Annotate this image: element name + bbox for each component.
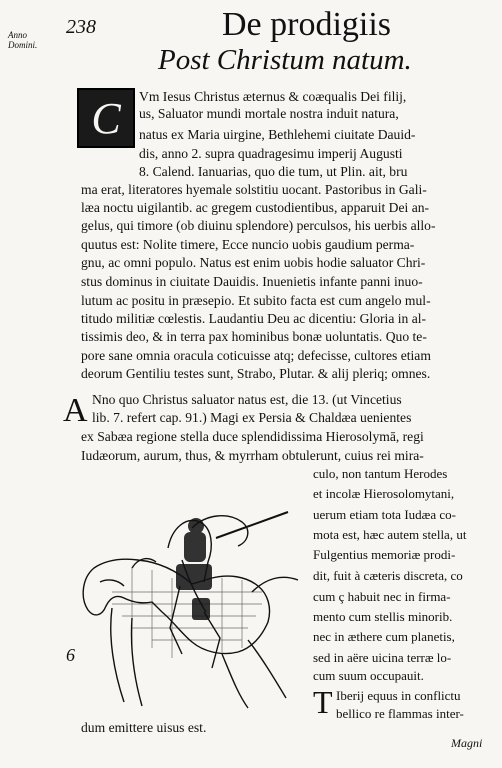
text-line: læa noctu uigilantib. ac gregem custodientibus, apparuit Dei an-: [81, 200, 430, 215]
text-line: tissimis deo, & in terra pax hominibus bonæ uoluntatis. Quo te-: [81, 329, 427, 344]
text-line: Fulgentius memoriæ prodi-: [313, 547, 456, 562]
text-line: natus ex Maria uirgine, Bethlehemi ciuitate Dauid-: [139, 127, 416, 142]
paragraph-initial-a: A: [63, 392, 88, 429]
text-line: dit, fuit à cæteris discreta, co: [313, 568, 463, 583]
text-line: sed in aëre uicina terræ lo-: [313, 650, 452, 665]
text-line: cum suum occupauit.: [313, 668, 424, 683]
text-line: culo, non tantum Herodes: [313, 466, 448, 481]
page-number: 238: [66, 16, 96, 38]
text-line: Iudæorum, aurum, thus, & myrrham obtulerunt, cuius rei mira-: [81, 448, 424, 463]
text-line: mota est, hæc autem stella, ut: [313, 527, 467, 542]
page-title-line-1: De prodigiis: [222, 6, 392, 43]
text-line: lib. 7. refert cap. 91.) Magi ex Persia & Chaldæa uenientes: [92, 410, 412, 425]
text-line: Vm Iesus Christus æternus & coæqualis Dei filij,: [139, 89, 407, 104]
text-line: cum ç habuit nec in firma-: [313, 589, 451, 604]
text-line: ex Sabæa regione stella duce splendidissima Hierosolymā, regi: [81, 429, 424, 444]
text-line: quutus est: Nolite timere, Ecce nuncio uobis gaudium perma-: [81, 237, 415, 252]
text-line: deorum Gentiliu testes sunt, Strabo, Plutar. & alij pleriq; omnes.: [81, 366, 431, 381]
text-line: ma erat, literatores hyemale solstitiu uocant. Pastoribus in Gali-: [81, 182, 427, 197]
knight-on-horse-woodcut: [72, 508, 310, 714]
text-line: dis, anno 2. supra quadragesimu imperij Augusti: [139, 146, 403, 161]
text-line: mento cum stellis minorib.: [313, 609, 453, 624]
margin-note-anno-domini: Anno Domini.: [8, 30, 38, 50]
text-line: 8. Calend. Ianuarias, quo die tum, ut Plin. ait, bru: [139, 164, 408, 179]
text-line: gelus, qui timore (ob diuinu splendore) perculsos, his uerbis allo-: [81, 218, 436, 233]
text-line: titudo militiæ cœlestis. Laudantiu Deu ac dicentiu: Gloria in al-: [81, 311, 427, 326]
text-line: et incolæ Hierosolomytani,: [313, 486, 455, 501]
catchword: Magni: [451, 736, 483, 750]
text-line: bellico re flammas inter-: [336, 706, 464, 721]
page-title-line-2: Post Christum natum.: [158, 44, 412, 76]
marginal-number: 6: [66, 645, 75, 665]
text-line: lutum ac positu in præsepio. Et subito facta est cum angelo mul-: [81, 293, 431, 308]
text-line: gnu, ac omni populo. Natus est enim uobis hodie saluator Chri-: [81, 255, 426, 270]
text-line: us, Saluator mundi mortale nostra induit natura,: [139, 106, 399, 121]
text-line: dum emittere uisus est.: [81, 720, 207, 735]
text-line: Iberij equus in conflictu: [336, 688, 461, 703]
text-line: stus dominus in ciuitate Dauidis. Inuenietis infante panni inuo-: [81, 274, 423, 289]
text-line: Nno quo Christus saluator natus est, die 13. (ut Vincetius: [92, 392, 402, 407]
text-line: pore sane omnia oracula coticuisse atq; defecisse, cultores etiam: [81, 348, 431, 363]
paragraph-initial-t: T: [313, 684, 333, 720]
text-line: uerum etiam tota Iudæa co-: [313, 507, 456, 522]
ornamental-drop-cap: C: [77, 88, 135, 148]
text-line: nec in æthere cum planetis,: [313, 629, 455, 644]
